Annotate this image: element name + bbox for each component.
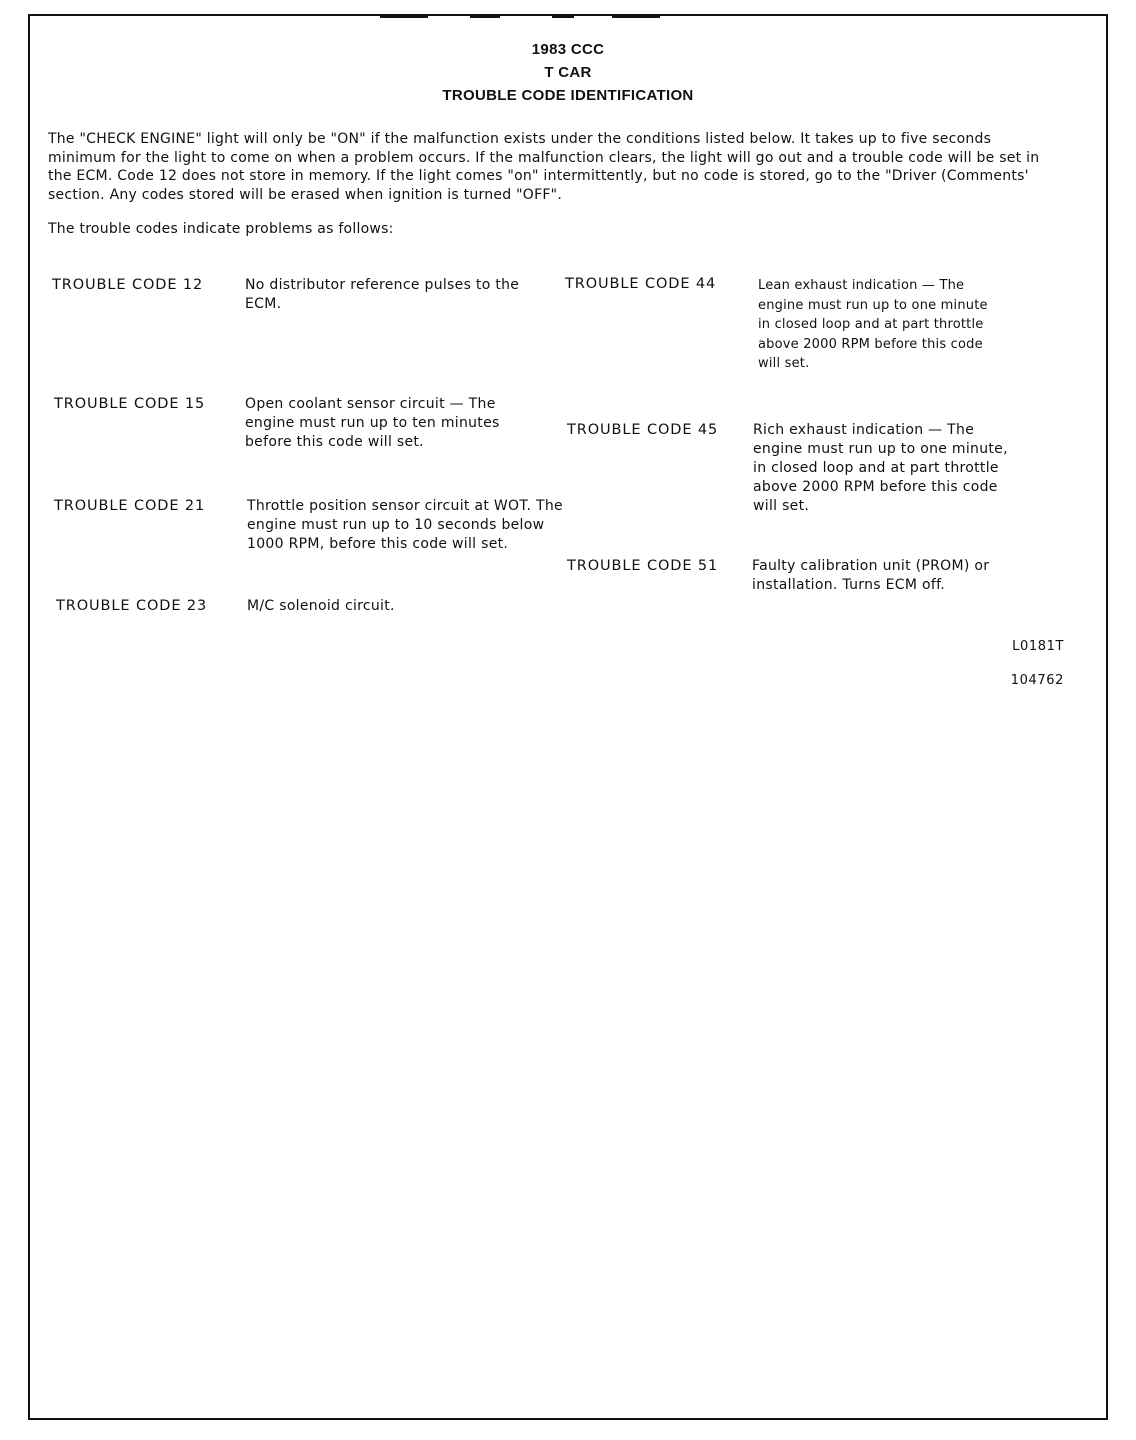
- trouble-code-label: TROUBLE CODE 12: [52, 277, 204, 293]
- trouble-code-description: Rich exhaust indication — The engine must run up to one minute, in closed loop and at part throttle above 2000 RPM before this code will set.: [753, 422, 1008, 514]
- title-year: 1983 CCC: [531, 41, 605, 58]
- title-heading: TROUBLE CODE IDENTIFICATION: [442, 87, 694, 104]
- title-car: T CAR: [544, 64, 592, 81]
- scan-mark: [470, 16, 500, 18]
- trouble-code-description: M/C solenoid circuit.: [247, 598, 395, 614]
- trouble-code-description: Throttle position sensor circuit at WOT. The engine must run up to 10 seconds below 1000 RPM, before this code will set.: [247, 498, 563, 552]
- trouble-code-description: Faulty calibration unit (PROM) or installation. Turns ECM off.: [752, 558, 990, 593]
- reference-number: 104762: [1010, 673, 1064, 688]
- trouble-code-description: No distributor reference pulses to the ECM.: [245, 277, 520, 312]
- scan-mark: [380, 16, 428, 18]
- trouble-code-label: TROUBLE CODE 44: [565, 276, 717, 292]
- intro-lead-in: The trouble codes indicate problems as follows:: [48, 221, 394, 237]
- scan-mark: [612, 16, 660, 18]
- trouble-code-label: TROUBLE CODE 21: [54, 498, 206, 514]
- trouble-code-label: TROUBLE CODE 15: [54, 396, 206, 412]
- trouble-code-description: Open coolant sensor circuit — The engine must run up to ten minutes before this code will set.: [245, 396, 500, 450]
- intro-paragraph: The "CHECK ENGINE" light will only be "ON" if the malfunction exists under the conditions listed below. It takes up to five seconds minimum for the light to come on when a problem occurs. If the malfunction clears, the light will go out and a trouble code will be set in the ECM. Code 12 does not store in memory. If the light comes "on" intermittently, but no code is stored, go to the "Driver (Comments' section. Any codes stored will be erased when ignition is turned "OFF".: [48, 131, 1040, 203]
- document-title: [28, 38, 1108, 107]
- trouble-code-label: TROUBLE CODE 45: [567, 422, 719, 438]
- trouble-code-label: TROUBLE CODE 23: [56, 598, 208, 614]
- trouble-code-description: Lean exhaust indication — The engine must run up to one minute in closed loop and at part throttle above 2000 RPM before this code will set.: [758, 278, 988, 371]
- trouble-code-label: TROUBLE CODE 51: [567, 558, 719, 574]
- reference-code: L0181T: [1012, 639, 1064, 654]
- scan-mark: [552, 16, 574, 18]
